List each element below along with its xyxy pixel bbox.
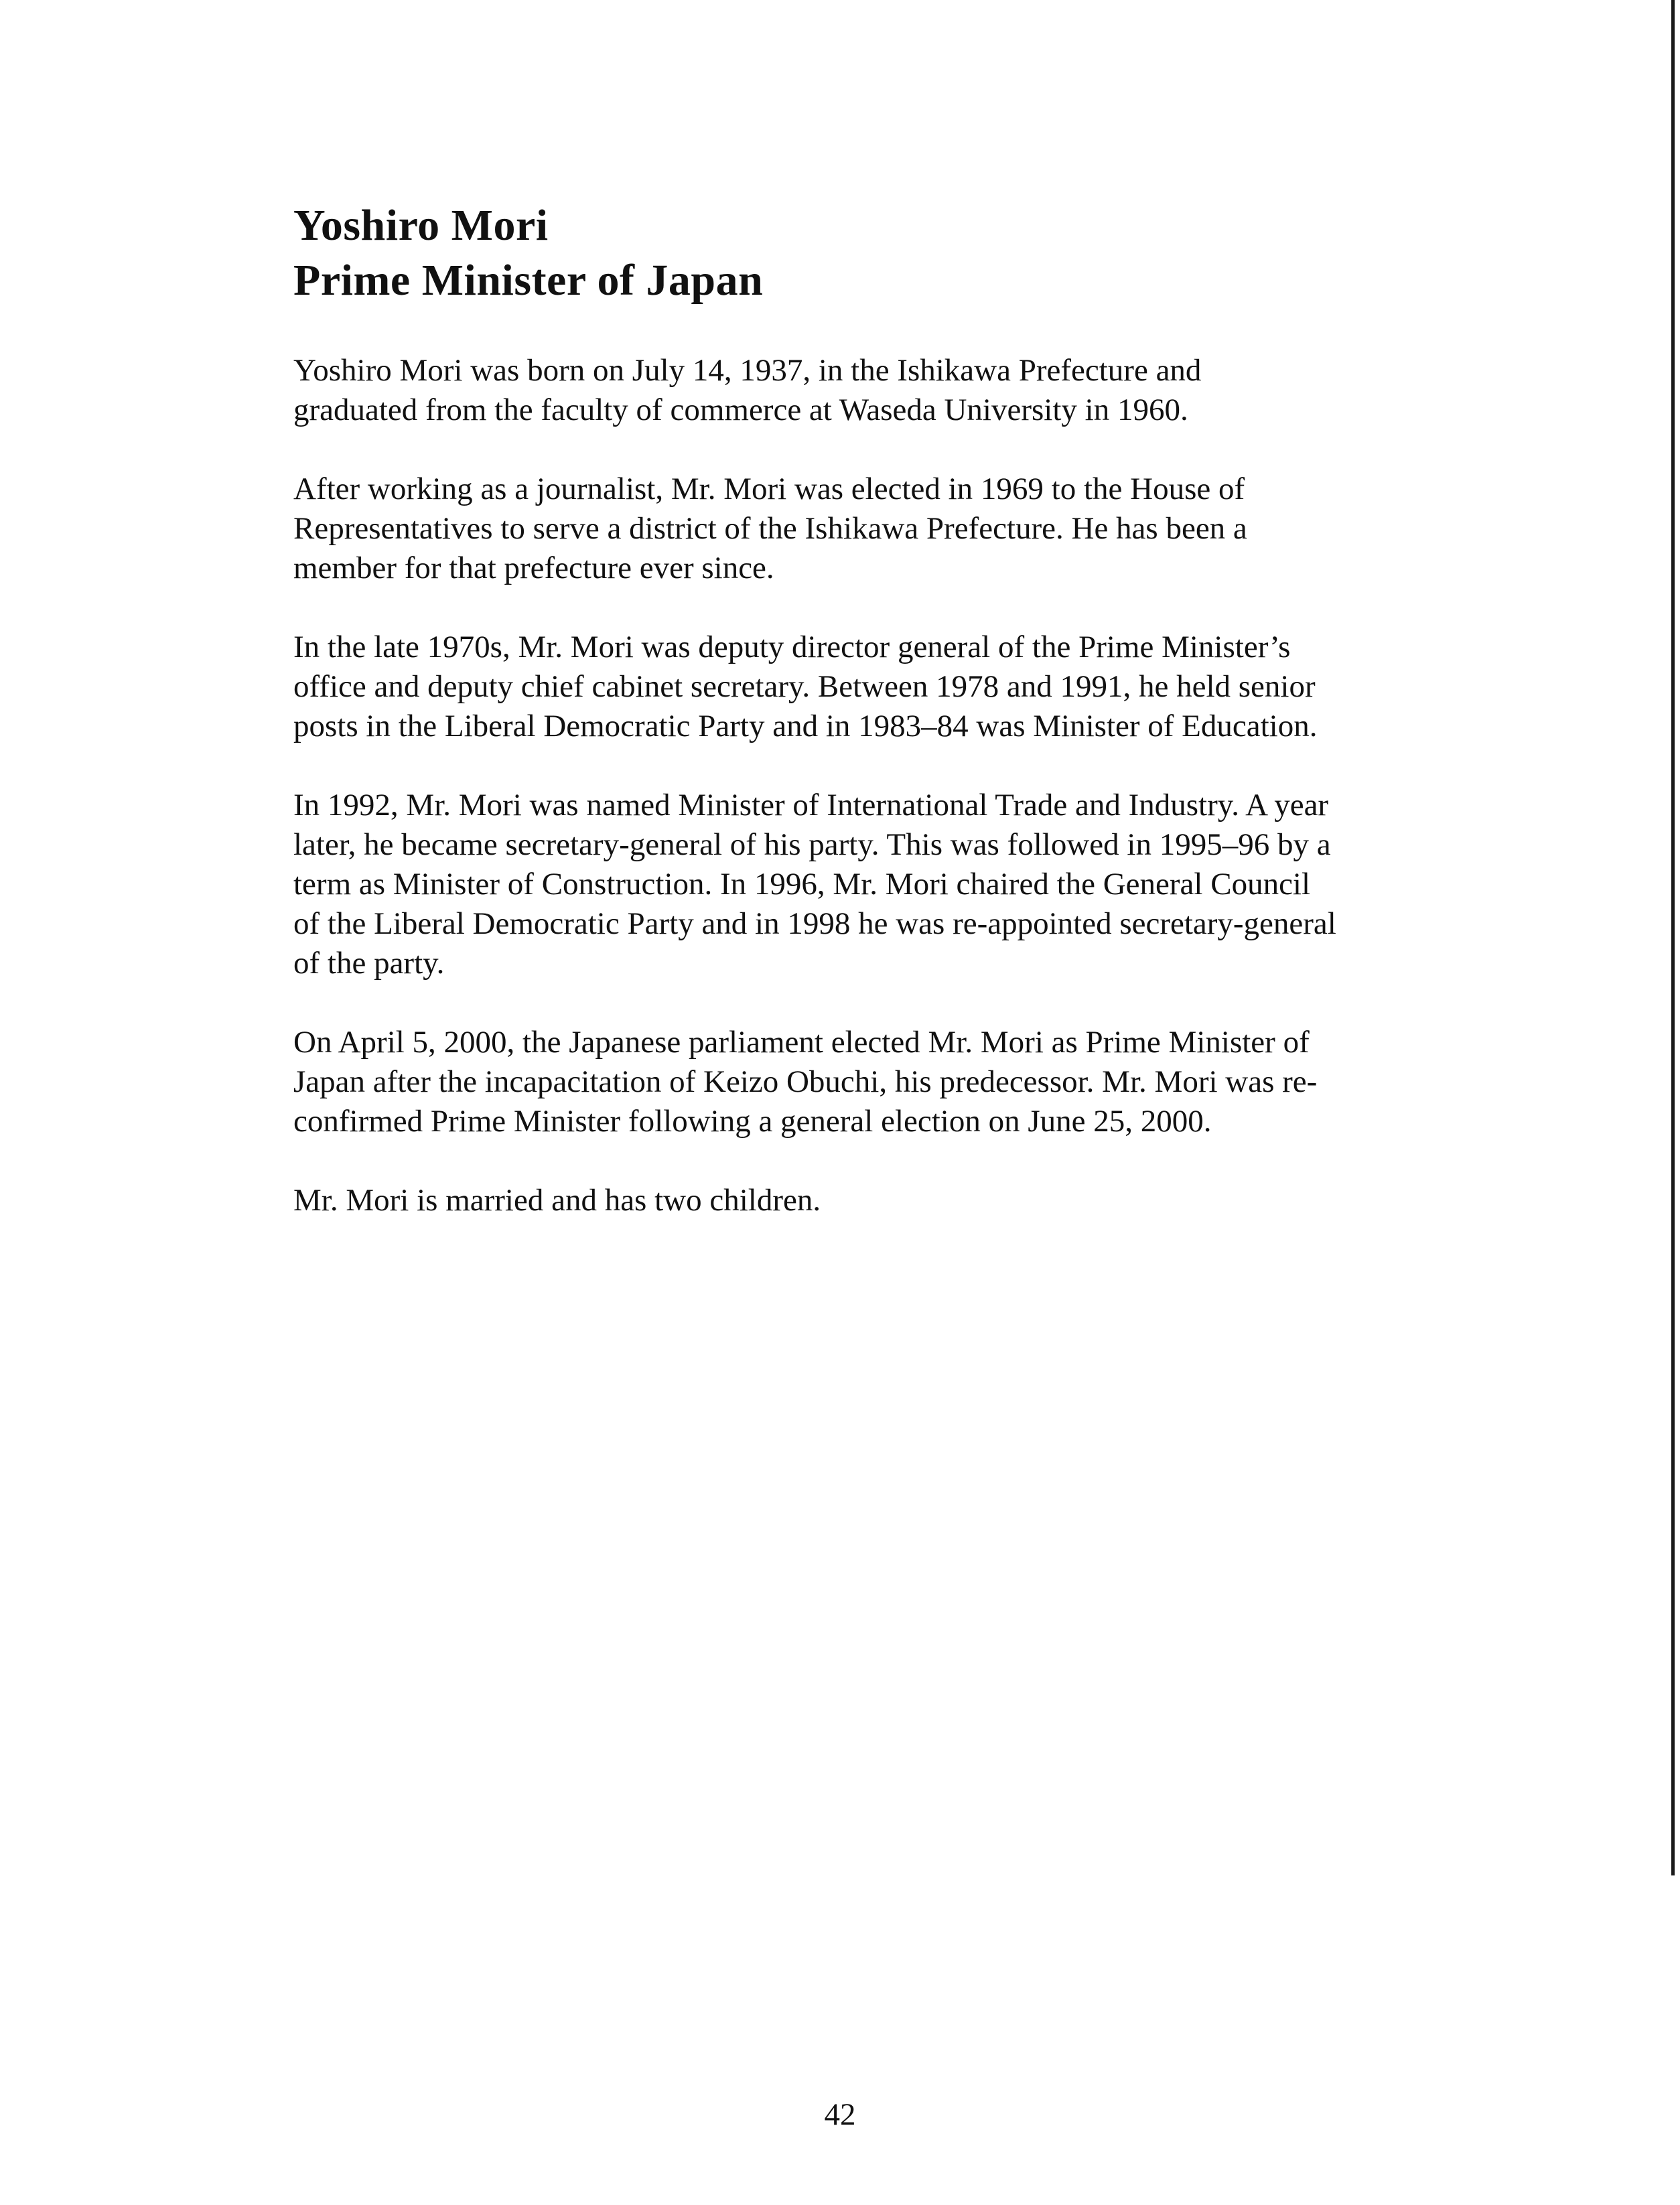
page-number: 42 (824, 2097, 856, 2132)
paragraph-birth-education: Yoshiro Mori was born on July 14, 1937, in the Ishikawa Prefecture and graduated from the faculty of commerce at Waseda University in 1960. (293, 353, 1202, 427)
page-content (293, 198, 1432, 1260)
paragraph-early-career: After working as a journalist, Mr. Mori was elected in 1969 to the House of Representatives to serve a district of the Ishikawa Prefecture. He has been a member for that prefecture ever since. (293, 472, 1247, 585)
paragraph-1990s: In 1992, Mr. Mori was named Minister of International Trade and Industry. A year later, he became secretary-general of his party. This was followed in 1995–96 by a term as Minister of Construction. In 1996, Mr. Mori chaired the General Council of the Liberal Democratic Party and in 1998 he was re-appointed secretary-general of the party. (293, 788, 1336, 981)
paragraph-1970s-1980s: In the late 1970s, Mr. Mori was deputy director general of the Prime Minister’s office and deputy chief cabinet secretary. Between 1978 and 1991, he held senior posts in the Liberal Democratic Party and in 1983–84 was Minister of Education. (293, 630, 1318, 743)
paragraph-family: Mr. Mori is married and has two children. (293, 1183, 821, 1218)
title-name: Yoshiro Mori (293, 201, 549, 250)
scan-edge-line (1671, 0, 1675, 1875)
document-title (293, 198, 1432, 308)
title-position: Prime Minister of Japan (293, 256, 764, 305)
paragraph-prime-minister: On April 5, 2000, the Japanese parliament elected Mr. Mori as Prime Minister of Japan after the incapacitation of Keizo Obuchi, his predecessor. Mr. Mori was re- confirmed Prime Minister following a general election on June 25, 2000. (293, 1025, 1318, 1139)
